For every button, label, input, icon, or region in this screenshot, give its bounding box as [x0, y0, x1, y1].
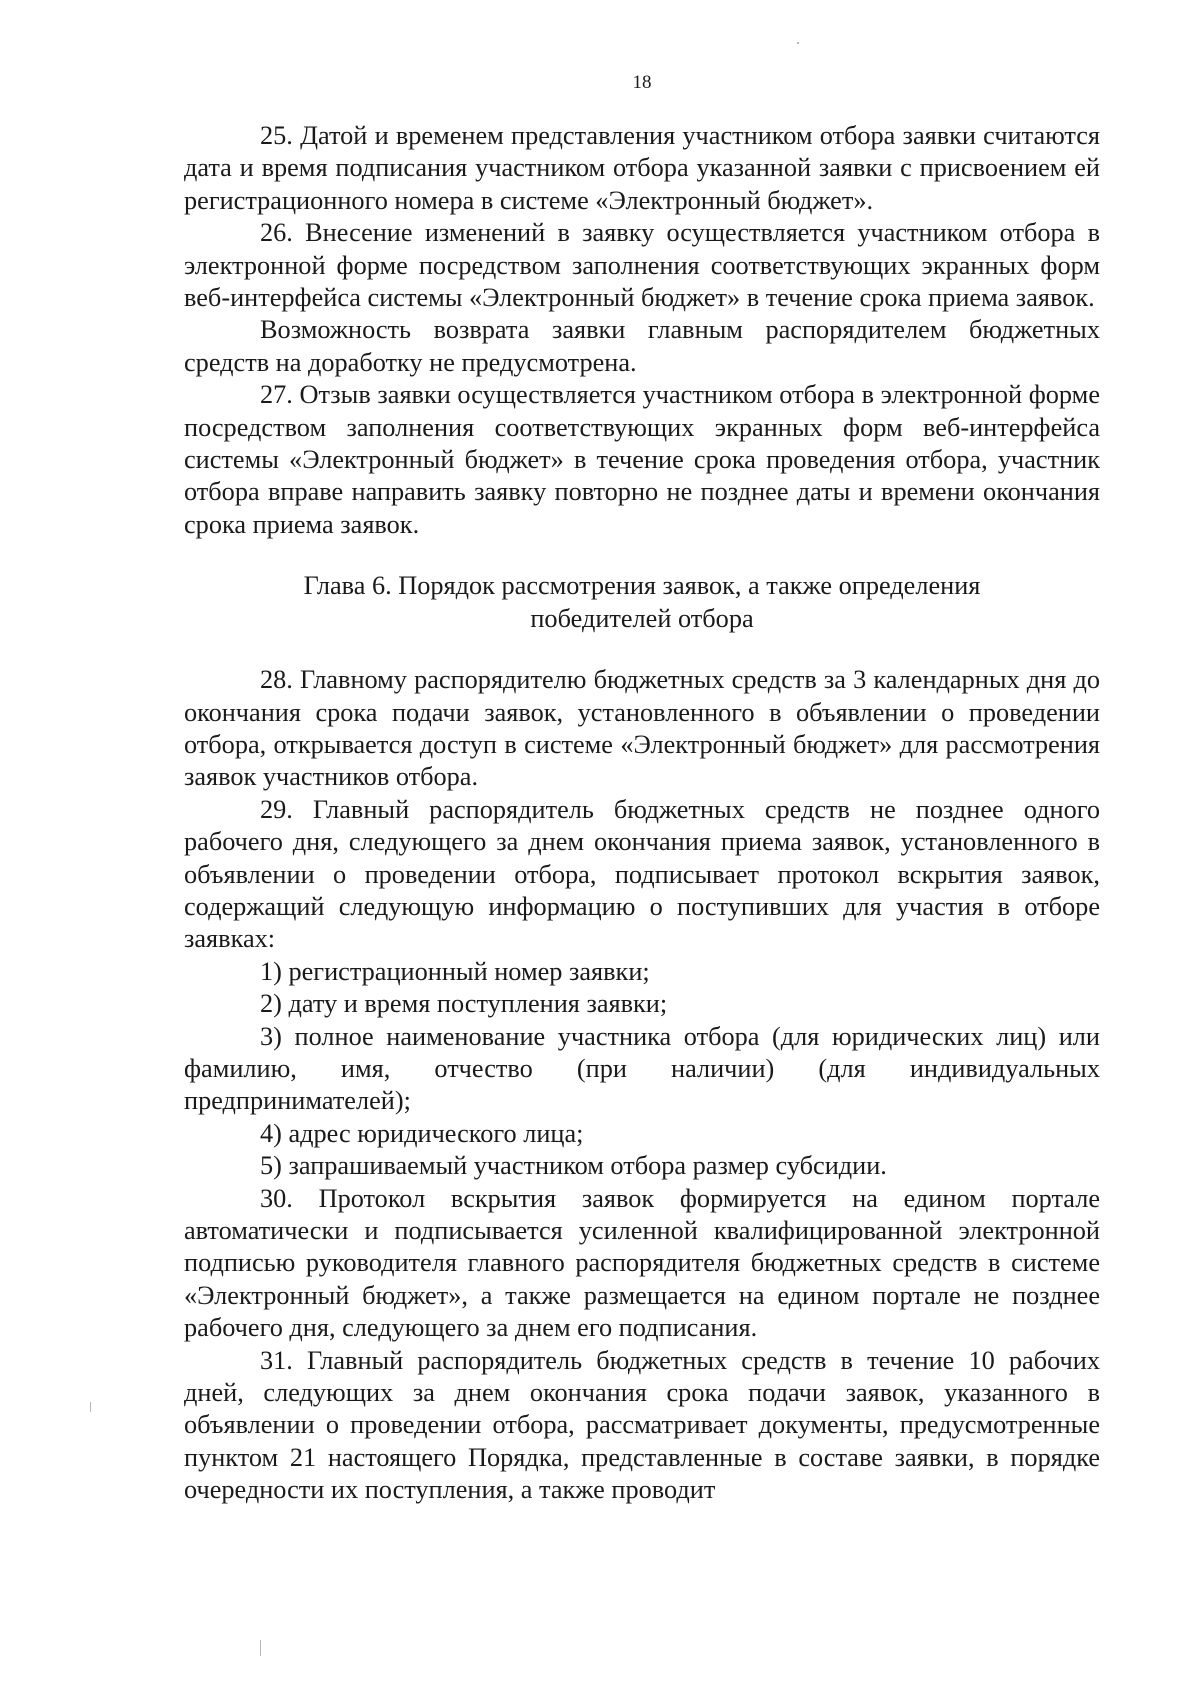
paragraph-30: 30. Протокол вскрытия заявок формируется на едином портале автоматически и подписывается усиленной квалифицированной электронной подписью руководителя главного распорядителя бюджетных средств в системе «Электронный бюджет», а также размещается на едином портале не позднее рабочего дня, следующего за днем его подписания. — [184, 1183, 1100, 1343]
document-page — [184, 0, 1100, 1693]
list-item-3: 3) полное наименование участника отбора (для юридических лиц) или фамилию, имя, отчество (при наличии) (для индивидуальных предпринимателей); — [184, 1021, 1100, 1116]
list-item-2: 2) дату и время поступления заявки; — [260, 989, 668, 1019]
paragraph-28: 28. Главному распорядителю бюджетных средств за 3 календарных дня до окончания срока подачи заявок, установленного в объявлении о проведении отбора, открывается доступ в системе «Электронный бюджет» для рассмотрения заявок участников отбора. — [184, 665, 1100, 792]
paragraph-25: 25. Датой и временем представления участником отбора заявки считаются дата и время подписания участником отбора указанной заявки с присвоением ей регистрационного номера в системе «Электронный бюджет». — [184, 121, 1100, 215]
paragraph-31: 31. Главный распорядитель бюджетных средств в течение 10 рабочих дней, следующих за днем окончания срока подачи заявок, указанного в объявлении о проведении отбора, рассматривает документы, предусмотренные пунктом 21 настоящего Порядка, представленные в составе заявки, в порядке очередности их поступления, а также проводит — [184, 1345, 1100, 1505]
page-number: 18 — [632, 72, 652, 93]
scan-artifact — [90, 1402, 91, 1412]
document-body — [184, 120, 1100, 1507]
chapter-heading-line-1: Глава 6. Порядок рассмотрения заявок, а также определения — [303, 571, 981, 601]
chapter-heading — [184, 570, 1100, 635]
paragraph-26: 26. Внесение изменений в заявку осуществляется участником отбора в электронной форме посредством заполнения соответствующих экранных форм веб-интерфейса системы «Электронный бюджет» в течение срока приема заявок. — [184, 218, 1100, 313]
paragraph-29: 29. Главный распорядитель бюджетных средств не позднее одного рабочего дня, следующего за днем окончания приема заявок, установленного в объявлении о проведении отбора, подписывает протокол вскрытия заявок, содержащий следующую информацию о поступивших для участия в отборе заявках: — [184, 794, 1100, 954]
paragraph-27: 27. Отзыв заявки осуществляется участником отбора в электронной форме посредством заполнения соответствующих экранных форм веб-интерфейса системы «Электронный бюджет» в течение срока проведения отбора, участник отбора вправе направить заявку повторно не позднее даты и времени окончания срока приема заявок. — [184, 380, 1100, 539]
chapter-heading-line-2: победителей отбора — [530, 603, 754, 633]
list-item-5: 5) запрашиваемый участником отбора размер субсидии. — [260, 1151, 887, 1181]
paragraph-26-note: Возможность возврата заявки главным распорядителем бюджетных средств на доработку не предусмотрена. — [184, 315, 1100, 377]
list-item-4: 4) адрес юридического лица; — [260, 1118, 584, 1148]
list-item-1: 1) регистрационный номер заявки; — [260, 956, 650, 986]
